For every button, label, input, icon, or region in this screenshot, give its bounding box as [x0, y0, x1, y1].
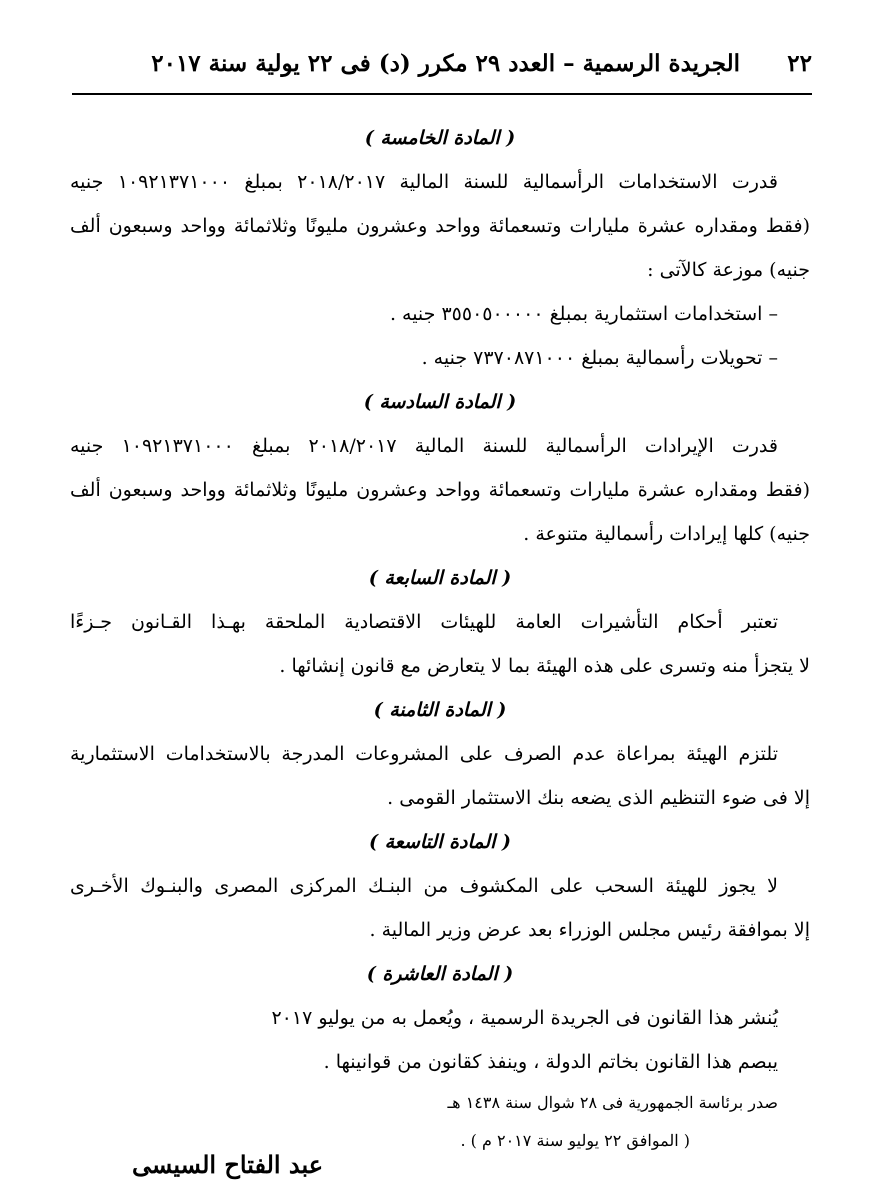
corresponding-date-line: ( الموافق ٢٢ يوليو سنة ٢٠١٧ م ) .	[460, 1131, 690, 1150]
issued-line: صدر برئاسة الجمهورية فى ٢٨ شوال سنة ١٤٣٨ هـ	[447, 1093, 778, 1112]
page-header	[72, 44, 812, 84]
article-line: جنيه) كلها إيرادات رأسمالية متنوعة .	[523, 523, 810, 545]
header-divider	[72, 93, 812, 95]
bullet-item: – استخدامات استثمارية بمبلغ ٣٥٥٠٥٠٠٠٠٠ جنيه .	[389, 303, 778, 325]
article-heading: ( المادة السادسة )	[363, 391, 517, 413]
bullet-item: – تحويلات رأسمالية بمبلغ ٧٣٧٠٨٧١٠٠٠ جنيه .	[421, 347, 778, 369]
article-line: إلا بموافقة رئيس مجلس الوزراء بعد عرض وزير المالية .	[369, 919, 810, 941]
article-line: تعتبر أحكام التأشيرات العامة للهيئات الاقتصادية الملحقة بهـذا القـانون جـزءًا	[70, 611, 778, 633]
article-line: يُنشر هذا القانون فى الجريدة الرسمية ، ويُعمل به من يوليو ٢٠١٧	[271, 1007, 778, 1029]
article-line: إلا فى ضوء التنظيم الذى يضعه بنك الاستثمار القومى .	[387, 787, 810, 809]
seal-line: يبصم هذا القانون بخاتم الدولة ، وينفذ كقانون من قوانينها .	[323, 1051, 778, 1073]
page-number: ٢٢	[787, 50, 812, 77]
gazette-title: الجريدة الرسمية – العدد ٢٩ مكرر (د) فى ٢٢ يولية سنة ٢٠١٧	[151, 50, 740, 77]
signature: عبد الفتاح السيسى	[132, 1150, 324, 1179]
article-heading: ( المادة التاسعة )	[369, 831, 511, 853]
article-heading: ( المادة العاشرة )	[366, 963, 514, 985]
article-line: قدرت الإيرادات الرأسمالية للسنة المالية ٢٠١٨/٢٠١٧ بمبلغ ١٠٩٢١٣٧١٠٠٠ جنيه	[70, 435, 778, 457]
article-line: جنيه) موزعة كالآتى :	[647, 259, 810, 281]
document-body	[70, 116, 810, 1160]
article-heading: ( المادة الثامنة )	[373, 699, 507, 721]
article-heading: ( المادة السابعة )	[368, 567, 512, 589]
article-line: لا يتجزأ منه وتسرى على هذه الهيئة بما لا يتعارض مع قانون إنشائها .	[279, 655, 810, 677]
article-line: تلتزم الهيئة بمراعاة عدم الصرف على المشروعات المدرجة بالاستخدامات الاستثمارية	[70, 743, 778, 765]
article-heading: ( المادة الخامسة )	[364, 127, 516, 149]
article-line: قدرت الاستخدامات الرأسمالية للسنة المالية ٢٠١٨/٢٠١٧ بمبلغ ١٠٩٢١٣٧١٠٠٠ جنيه	[70, 171, 778, 193]
article-line: لا يجوز للهيئة السحب على المكشوف من البنـك المركزى المصرى والبنـوك الأخـرى	[70, 875, 778, 897]
article-line: (فقط ومقداره عشرة مليارات وتسعمائة وواحد وعشرون مليونًا وثلاثمائة وواحد وسبعون ألف	[70, 479, 810, 501]
article-line: (فقط ومقداره عشرة مليارات وتسعمائة وواحد وعشرون مليونًا وثلاثمائة وواحد وسبعون ألف	[70, 215, 810, 237]
